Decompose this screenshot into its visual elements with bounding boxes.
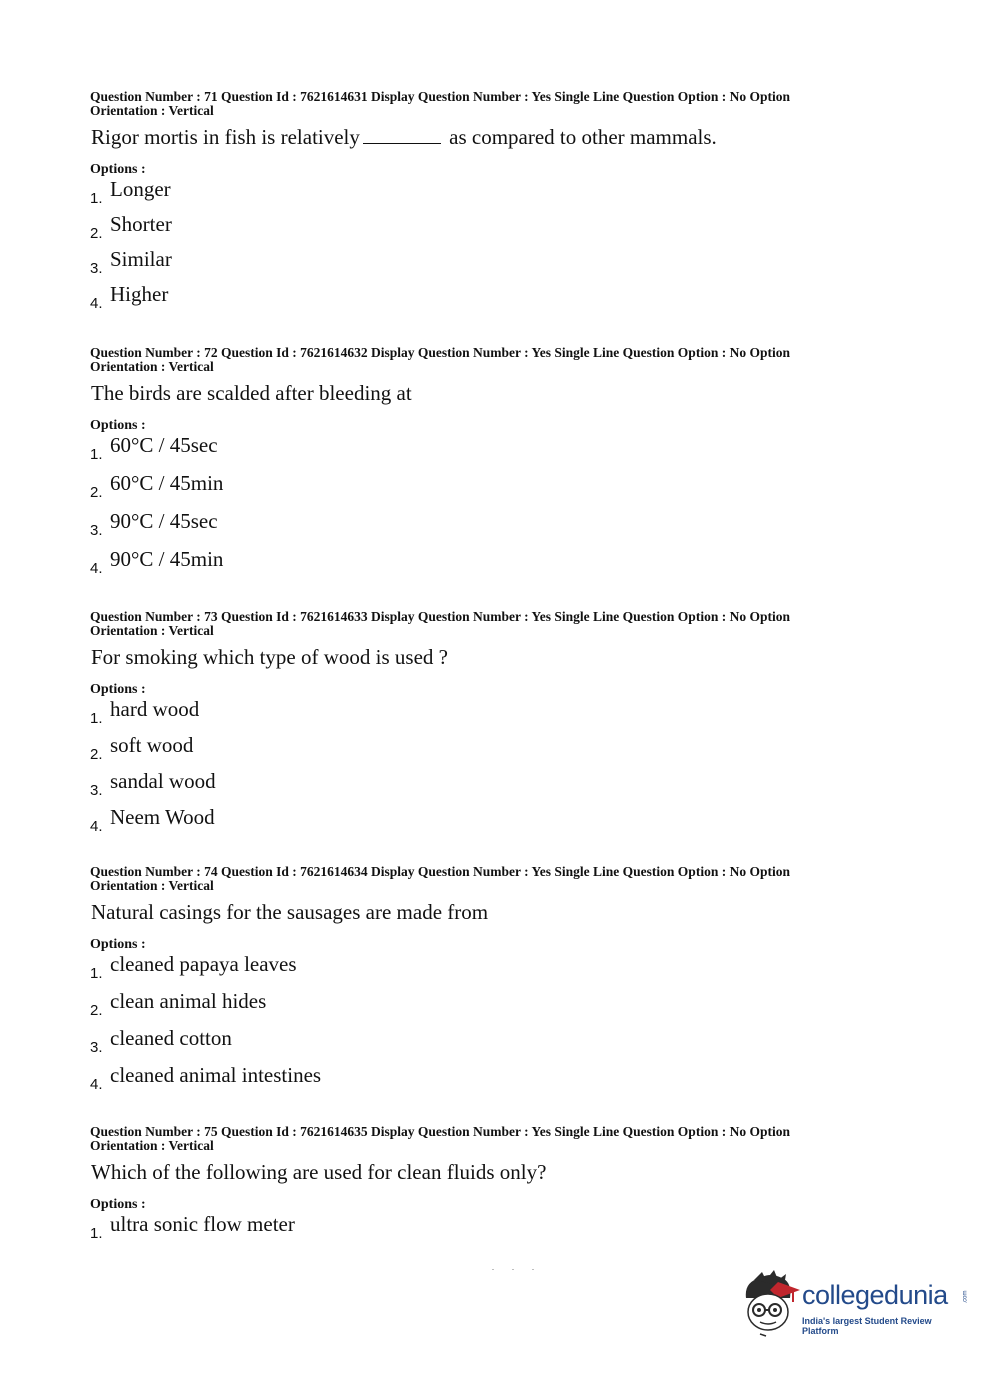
option-text: 60°C / 45min (110, 471, 224, 495)
option-number: 1. (90, 190, 103, 207)
option-item (90, 698, 870, 734)
option-number: 2. (90, 225, 103, 242)
options-label: Options : (90, 1197, 146, 1212)
option-item (90, 770, 870, 806)
option-item (90, 510, 870, 548)
option-number: 3. (90, 522, 103, 539)
logo-domain-suffix: .com (962, 1290, 969, 1304)
option-number: 3. (90, 782, 103, 799)
option-number: 4. (90, 1076, 103, 1093)
option-text: hard wood (110, 697, 200, 721)
question-meta-line1: Question Number : 73 Question Id : 7621614633 Display Question Number : Yes Single Line Question Option : No Option (90, 609, 790, 624)
option-number: 3. (90, 260, 103, 277)
option-item (90, 1213, 870, 1248)
question-meta-line2: Orientation : Vertical (90, 359, 214, 374)
logo-tagline: India's largest Student Review Platform (802, 1316, 932, 1336)
option-number: 4. (90, 818, 103, 835)
option-number: 1. (90, 446, 103, 463)
option-number: 4. (90, 560, 103, 577)
option-text: Shorter (110, 212, 172, 236)
question-text (91, 124, 870, 150)
option-text: cleaned papaya leaves (110, 952, 297, 976)
question-meta-line1: Question Number : 71 Question Id : 7621614631 Display Question Number : Yes Single Line Question Option : No Option (90, 89, 790, 104)
option-number: 3. (90, 1039, 103, 1056)
option-text: ultra sonic flow meter (110, 1212, 295, 1236)
option-text: cleaned cotton (110, 1026, 232, 1050)
question-75 (90, 1125, 870, 1248)
question-meta (90, 346, 870, 374)
option-item (90, 1064, 870, 1101)
question-meta (90, 1125, 870, 1153)
option-number: 1. (90, 1225, 103, 1242)
option-number: 2. (90, 484, 103, 501)
option-item (90, 990, 870, 1027)
scan-artifact: . . . (492, 1263, 542, 1272)
question-73 (90, 610, 870, 842)
option-text: Longer (110, 177, 171, 201)
option-text: 90°C / 45min (110, 547, 224, 571)
option-number: 1. (90, 710, 103, 727)
question-meta (90, 90, 870, 118)
option-number: 4. (90, 295, 103, 312)
option-item (90, 734, 870, 770)
question-meta-line2: Orientation : Vertical (90, 623, 214, 638)
question-meta-line1: Question Number : 74 Question Id : 7621614634 Display Question Number : Yes Single Line Question Option : No Option (90, 864, 790, 879)
option-item (90, 548, 870, 586)
option-text: Neem Wood (110, 805, 215, 829)
option-text: clean animal hides (110, 989, 267, 1013)
options-label: Options : (90, 162, 146, 177)
answer-blank (363, 129, 441, 144)
option-number: 2. (90, 1002, 103, 1019)
option-text: soft wood (110, 733, 194, 757)
option-item (90, 248, 870, 283)
option-text: Higher (110, 282, 169, 306)
option-item (90, 806, 870, 842)
question-text: Which of the following are used for clean fluids only? (91, 1160, 547, 1184)
question-meta-line2: Orientation : Vertical (90, 1138, 214, 1153)
option-item (90, 213, 870, 248)
option-text: 60°C / 45sec (110, 433, 218, 457)
options-label: Options : (90, 418, 146, 433)
options-label: Options : (90, 937, 146, 952)
option-text: sandal wood (110, 769, 216, 793)
question-text: Natural casings for the sausages are made from (91, 900, 489, 924)
logo-wordmark: collegedunia (802, 1280, 948, 1310)
question-meta-line1: Question Number : 72 Question Id : 7621614632 Display Question Number : Yes Single Line Question Option : No Option (90, 345, 790, 360)
option-item (90, 283, 870, 318)
option-number: 2. (90, 746, 103, 763)
mascot-icon (740, 1268, 802, 1338)
option-item (90, 434, 870, 472)
question-text-after: as compared to other mammals. (449, 125, 717, 149)
question-meta (90, 610, 870, 638)
question-72 (90, 346, 870, 586)
option-item (90, 472, 870, 510)
question-71 (90, 90, 870, 318)
question-text-before: Rigor mortis in fish is relatively (91, 125, 360, 149)
question-text: The birds are scalded after bleeding at (91, 381, 412, 405)
option-number: 1. (90, 965, 103, 982)
option-text: cleaned animal intestines (110, 1063, 322, 1087)
question-text: For smoking which type of wood is used ? (91, 645, 448, 669)
collegedunia-logo (740, 1268, 970, 1338)
options-label: Options : (90, 682, 146, 697)
option-item (90, 178, 870, 213)
option-text: 90°C / 45sec (110, 509, 218, 533)
question-meta (90, 865, 870, 893)
question-meta-line2: Orientation : Vertical (90, 103, 214, 118)
option-item (90, 1027, 870, 1064)
question-74 (90, 865, 870, 1101)
question-meta-line2: Orientation : Vertical (90, 878, 214, 893)
option-text: Similar (110, 247, 172, 271)
option-item (90, 953, 870, 990)
question-meta-line1: Question Number : 75 Question Id : 7621614635 Display Question Number : Yes Single Line Question Option : No Option (90, 1124, 790, 1139)
